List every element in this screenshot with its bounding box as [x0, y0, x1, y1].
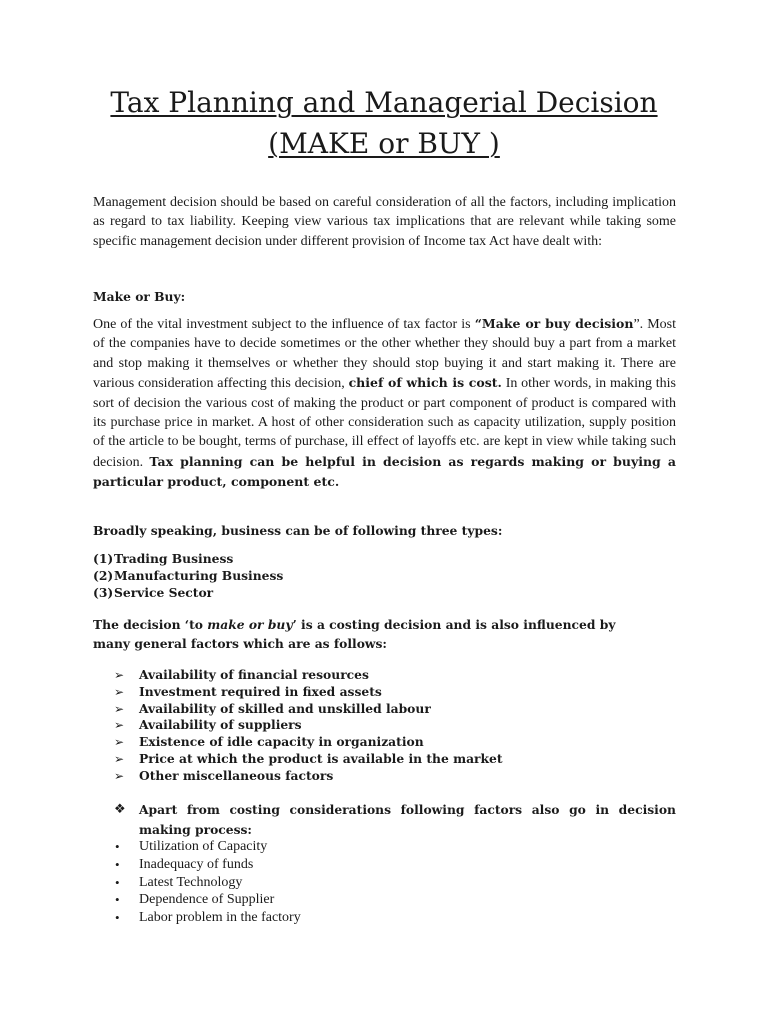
para2-bold-3: Tax planning can be helpful in decision as regards making or buying a particular product, component etc. — [93, 453, 676, 490]
arrow-bullet-icon: ➢ — [114, 735, 125, 750]
para2-text-2: ”. Most of the companies have to decide sometimes or the other whether they should buy a part from a market and stop making it themselves or whether they should stop buying it and start making it. There are various consideration affecting this decision, — [93, 317, 677, 392]
apart-paragraph — [93, 800, 676, 839]
bullet-icon: • — [115, 874, 120, 890]
decision-text-2: ’ is a costing decision and is also influenced by many general factors which are as follows: — [93, 617, 616, 652]
document-title-line2: (MAKE or BUY ) — [268, 127, 500, 160]
arrow-bullet-icon: ➢ — [114, 668, 125, 682]
list-item-label: Availability of skilled and unskilled labour — [139, 700, 431, 716]
list-item-label: Labor problem in the factory — [139, 910, 301, 926]
list-item-label: Manufacturing Business — [114, 567, 284, 583]
list-item-label: Trading Business — [114, 551, 234, 566]
list-item — [93, 717, 676, 734]
bullet-icon: • — [115, 839, 120, 854]
list-item-label: Other miscellaneous factors — [139, 767, 334, 783]
list-item — [93, 701, 676, 718]
list-item — [93, 856, 676, 874]
list-item-label: Utilization of Capacity — [139, 839, 268, 854]
bullet-icon: • — [115, 892, 120, 908]
decision-paragraph — [93, 615, 633, 654]
list-item-label: Availability of financial resources — [139, 667, 369, 682]
list-number: (1) — [93, 551, 114, 566]
para2-text-3: In other words, in making this sort of decision the various cost of making the product or part component of product is compared with its purchase price in market. A host of other consideration such as capacity utilization, supply position of the article to be bought, terms of purchase, ill effect of layoffs etc. are kept in view while taking such decision. — [93, 376, 676, 470]
list-item — [93, 768, 676, 785]
broadly-heading: Broadly speaking, business can be of following three types: — [93, 523, 503, 538]
list-item-label: Dependence of Supplier — [139, 892, 275, 908]
make-or-buy-heading: Make or Buy: — [93, 289, 186, 304]
list-item — [93, 568, 676, 585]
list-item-label: Investment required in fixed assets — [139, 683, 382, 699]
arrow-bullet-icon: ➢ — [114, 701, 125, 716]
list-item-label: Availability of suppliers — [139, 717, 302, 733]
list-item-label: Latest Technology — [139, 874, 243, 890]
list-item — [93, 751, 676, 768]
general-factors-list — [93, 667, 676, 785]
list-number: (3) — [93, 584, 114, 600]
apart-text: Apart from costing considerations following factors also go in decision making process: — [139, 802, 676, 837]
list-item — [93, 667, 676, 684]
para2-bold-2: chief of which is cost. — [348, 375, 502, 391]
para2-text-1: One of the vital investment subject to the influence of tax factor is — [93, 317, 475, 332]
arrow-bullet-icon: ➢ — [114, 718, 125, 733]
list-item — [93, 585, 676, 602]
bullet-icon: • — [115, 856, 120, 872]
para2-bold-1: “Make or buy decision — [474, 316, 634, 331]
list-number: (2) — [93, 567, 114, 583]
arrow-bullet-icon: ➢ — [114, 751, 125, 766]
arrow-bullet-icon: ➢ — [114, 768, 125, 783]
list-item-label: Existence of idle capacity in organization — [139, 734, 424, 750]
list-item — [93, 838, 676, 856]
document-title-line1: Tax Planning and Managerial Decision — [110, 86, 658, 119]
list-item — [93, 551, 676, 568]
list-item-label: Price at which the product is available in the market — [139, 750, 503, 766]
decision-text-1: The decision ‘to — [93, 617, 208, 632]
intro-paragraph: Management decision should be based on careful consideration of all the factors, including implication as regard to tax liability. Keeping view various tax implications that are relevant while taking some specific management decision under different provision of Income tax Act have dealt with: — [93, 195, 676, 249]
list-item — [93, 909, 676, 927]
list-item — [93, 874, 676, 892]
diamond-bullet-icon: ❖ — [114, 802, 126, 817]
bullet-icon: • — [115, 910, 120, 926]
decision-italic: make or buy — [207, 617, 293, 632]
arrow-bullet-icon: ➢ — [114, 684, 125, 699]
list-item — [93, 891, 676, 909]
other-factors-list — [93, 838, 676, 927]
list-item-label: Service Sector — [114, 584, 214, 600]
make-or-buy-paragraph — [93, 314, 676, 493]
list-item — [93, 684, 676, 701]
list-item — [93, 734, 676, 751]
business-types-list — [93, 551, 676, 601]
list-item-label: Inadequacy of funds — [139, 856, 254, 872]
